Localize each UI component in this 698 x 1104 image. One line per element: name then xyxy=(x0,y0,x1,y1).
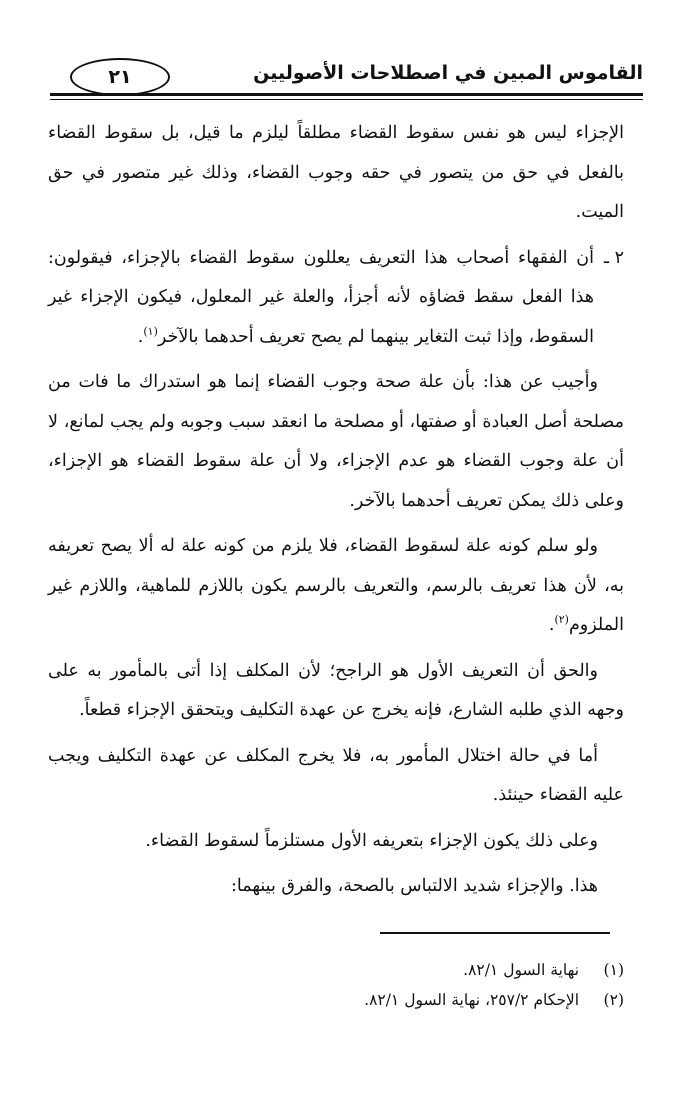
footnote-number: (٢) xyxy=(603,991,624,1009)
footnote-number: (١) xyxy=(603,961,624,979)
paragraph-5: والحق أن التعريف الأول هو الراجح؛ لأن المكلف إذا أتى بالمأمور به على وجهه الذي طلبه الشارع، فإنه يخرج عن عهدة التكليف ويتحقق الإجزاء قطعاً. xyxy=(48,660,624,720)
footnote-ref-2: (٢) xyxy=(554,613,569,627)
paragraph-7: وعلى ذلك يكون الإجزاء بتعريفه الأول مستلزماً لسقوط القضاء. xyxy=(145,830,598,851)
footnote-text: نهاية السول ٨٢/١. xyxy=(463,961,580,979)
footnote-text: الإحكام ٢٥٧/٢، نهاية السول ٨٢/١. xyxy=(364,991,580,1009)
paragraph-8: هذا. والإجزاء شديد الالتباس بالصحة، والفرق بينهما: xyxy=(230,876,598,896)
header-rule-thin xyxy=(50,99,643,100)
paragraph-1: الإجزاء ليس هو نفس سقوط القضاء مطلقاً ليلزم ما قيل، بل سقوط القضاء بالفعل في حق من يتصور في حقه وجوب القضاء، وذلك غير متصور في حق الميت. xyxy=(48,123,624,222)
page-number: ٢١ xyxy=(70,58,170,96)
footnote-rule xyxy=(380,932,610,934)
header-rule-thick xyxy=(50,93,643,96)
footnote-ref-1: (١) xyxy=(143,324,158,338)
paragraph-3: وأجيب عن هذا: بأن علة صحة وجوب القضاء إنما هو استدراك ما فات من مصلحة أصل العبادة أو صفتها، أو مصلحة ما انعقد سبب وجوبه ولم يجب لمانع، لا أن علة وجوب القضاء هو عدم الإجزاء، ولا أن علة سقوط القضاء هو الإجزاء، وعلى ذلك يمكن تعريف أحدهما بالآخر. xyxy=(48,372,624,511)
footnotes xyxy=(48,955,624,1015)
page-header xyxy=(50,50,643,98)
item-number: ٢ ـ xyxy=(603,247,624,268)
numbered-item-2: ٢ ـ أن الفقهاء أصحاب هذا التعريف يعللون سقوط القضاء بالإجزاء، فيقولون: هذا الفعل سقط قضاؤه لأنه أجزأ، والعلة غير المعلول، فيكون الإجزاء غير السقوط، وإذا ثبت التغاير بينهما لم يصح تعريف أحدهما بالآخر$^{(١)}$. xyxy=(48,239,624,358)
item-2-text: أن الفقهاء أصحاب هذا التعريف يعللون سقوط القضاء بالإجزاء، فيقولون: هذا الفعل سقط قضاؤه لأنه أجزأ، والعلة غير المعلول، فيكون الإجزاء غير السقوط، وإذا ثبت التغاير بينهما لم يصح تعريف أحدهما بالآخر xyxy=(48,247,594,347)
running-title: القاموس المبين في اصطلاحات الأصوليين xyxy=(253,62,643,84)
paragraph-4: ولو سلم كونه علة لسقوط القضاء، فلا يلزم من كونه علة له ألا يصح تعريفه به، لأن هذا تعريف بالرسم، والتعريف بالرسم يكون باللازم للماهية، واللازم غير الملزوم$^{(٢)}$. xyxy=(48,536,624,635)
footnote-1 xyxy=(48,955,624,985)
paragraph-4-text: ولو سلم كونه علة لسقوط القضاء، فلا يلزم من كونه علة له ألا يصح تعريفه به، لأن هذا تعريف بالرسم، والتعريف بالرسم يكون باللازم للماهية، واللازم غير الملزوم xyxy=(48,536,624,635)
paragraph-6: أما في حالة اختلال المأمور به، فلا يخرج المكلف عن عهدة التكليف ويجب عليه القضاء حينئذ. xyxy=(48,745,624,805)
body-text xyxy=(48,114,624,913)
footnote-2 xyxy=(48,985,624,1015)
